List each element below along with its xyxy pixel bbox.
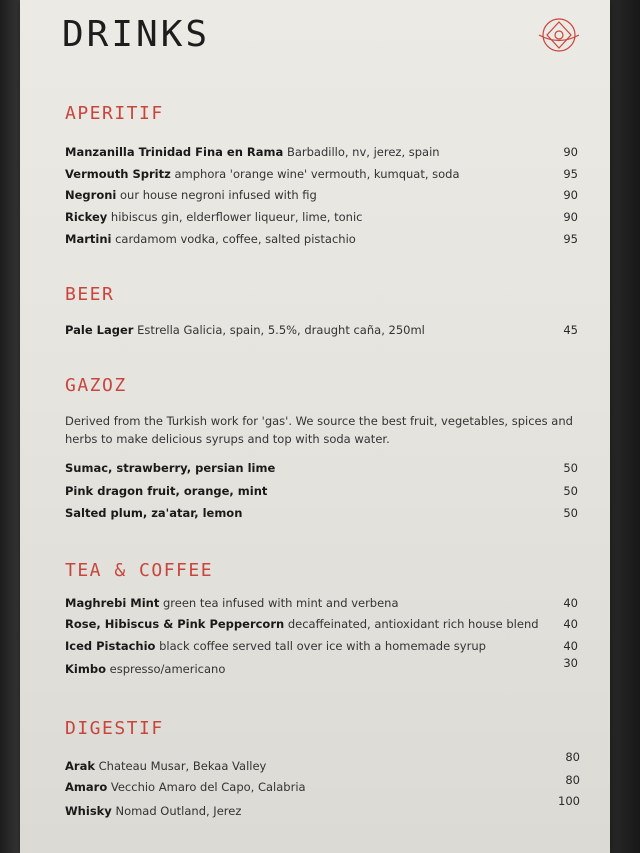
item-name: Pink dragon fruit, orange, mint bbox=[65, 484, 268, 498]
item-price: 30 bbox=[563, 656, 578, 670]
item-name: Iced Pistachio bbox=[65, 639, 156, 653]
item-name: Negroni bbox=[65, 188, 117, 202]
item-description: espresso/americano bbox=[109, 662, 226, 676]
menu-item bbox=[65, 656, 580, 678]
item-description: green tea infused with mint and verbena bbox=[163, 596, 399, 610]
item-name: Pale Lager bbox=[65, 323, 134, 337]
section-title-digestif: DIGESTIF bbox=[65, 718, 164, 739]
item-price: 90 bbox=[563, 145, 578, 159]
item-price: 95 bbox=[563, 232, 578, 246]
menu-item bbox=[65, 186, 580, 204]
item-description: our house negroni infused with fig bbox=[120, 188, 317, 202]
item-price: 80 bbox=[565, 750, 580, 764]
item-description: Estrella Galicia, spain, 5.5%, draught caña, 250ml bbox=[137, 323, 425, 337]
item-description: Vecchio Amaro del Capo, Calabria bbox=[110, 780, 306, 794]
menu-item bbox=[65, 459, 580, 477]
item-name: Whisky bbox=[65, 804, 112, 818]
item-name: Salted plum, za'atar, lemon bbox=[65, 506, 243, 520]
menu-item bbox=[65, 165, 580, 183]
item-name: Maghrebi Mint bbox=[65, 596, 160, 610]
item-name: Vermouth Spritz bbox=[65, 167, 171, 181]
menu-item bbox=[65, 321, 580, 339]
item-name: Amaro bbox=[65, 780, 108, 794]
section-intro: Derived from the Turkish work for 'gas'. We source the best fruit, vegetables, spices and herbs to make delicious syrups and top with soda water. bbox=[65, 414, 573, 446]
menu-item bbox=[65, 594, 580, 612]
menu-item bbox=[65, 230, 580, 248]
item-name: Rickey bbox=[65, 210, 108, 224]
item-price: 80 bbox=[565, 773, 580, 787]
item-description: Chateau Musar, Bekaa Valley bbox=[98, 759, 267, 773]
item-description: cardamom vodka, coffee, salted pistachio bbox=[115, 232, 356, 246]
section-title-gazoz: GAZOZ bbox=[65, 375, 127, 396]
section-title-aperitif: APERITIF bbox=[65, 103, 164, 124]
menu-item bbox=[65, 208, 580, 226]
item-name: Kimbo bbox=[65, 662, 106, 676]
item-price: 50 bbox=[563, 506, 578, 520]
circle-diamond-logo-icon bbox=[537, 16, 581, 54]
item-description: Nomad Outland, Jerez bbox=[115, 804, 242, 818]
menu-item bbox=[65, 615, 580, 633]
item-name: Martini bbox=[65, 232, 112, 246]
item-price: 40 bbox=[563, 639, 578, 653]
item-description: amphora 'orange wine' vermouth, kumquat, soda bbox=[174, 167, 460, 181]
item-price: 90 bbox=[563, 210, 578, 224]
item-price: 90 bbox=[563, 188, 578, 202]
item-price: 45 bbox=[563, 323, 578, 337]
menu-item bbox=[65, 637, 580, 655]
item-name: Sumac, strawberry, persian lime bbox=[65, 461, 276, 475]
section-title-beer: BEER bbox=[65, 284, 115, 305]
item-name: Arak bbox=[65, 759, 95, 773]
item-price: 50 bbox=[563, 461, 578, 475]
page-title: DRINKS bbox=[62, 14, 211, 55]
item-price: 95 bbox=[563, 167, 578, 181]
section-title-tea-coffee: TEA & COFFEE bbox=[65, 560, 214, 581]
item-price: 40 bbox=[563, 596, 578, 610]
menu-item bbox=[65, 750, 580, 775]
menu-item bbox=[65, 504, 580, 522]
table-background-left bbox=[0, 0, 22, 853]
item-price: 40 bbox=[563, 617, 578, 631]
menu-item bbox=[65, 482, 580, 500]
menu-page bbox=[20, 0, 610, 853]
item-name: Rose, Hibiscus & Pink Peppercorn bbox=[65, 617, 285, 631]
item-description: decaffeinated, antioxidant rich house blend bbox=[287, 617, 539, 631]
menu-item bbox=[65, 773, 580, 796]
item-price: 100 bbox=[558, 794, 580, 808]
item-description: Barbadillo, nv, jerez, spain bbox=[286, 145, 440, 159]
item-description: black coffee served tall over ice with a homemade syrup bbox=[159, 639, 486, 653]
item-description: hibiscus gin, elderflower liqueur, lime, tonic bbox=[110, 210, 363, 224]
item-price: 50 bbox=[563, 484, 578, 498]
menu-item bbox=[65, 794, 580, 820]
item-name: Manzanilla Trinidad Fina en Rama bbox=[65, 145, 284, 159]
menu-item bbox=[65, 143, 580, 161]
